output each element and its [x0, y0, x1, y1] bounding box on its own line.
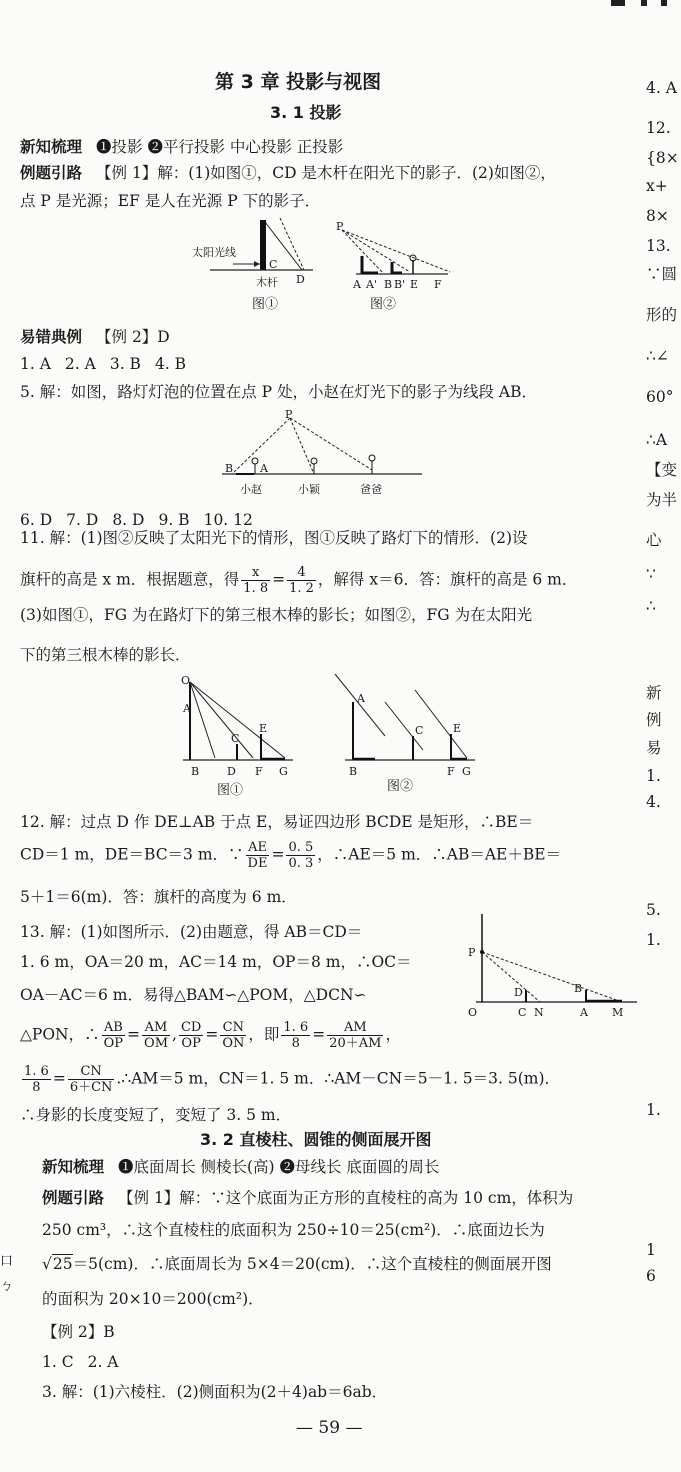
- label-g3: G: [279, 765, 288, 778]
- label-m5: M: [612, 1006, 624, 1019]
- ans-1: 1. A: [20, 355, 51, 373]
- sun-ray-a: [335, 674, 385, 736]
- q12-line-3: 5＋1＝6(m)．答：旗杆的高度为 6 m．: [20, 888, 297, 906]
- right-edge-fragment: 1.: [646, 1101, 661, 1119]
- ray-oc: [190, 682, 253, 758]
- q11-line-3: (3)如图①，FG 为在路灯下的第三根木棒的影长；如图②，FG 为在太阳光: [20, 606, 533, 624]
- ray-pm: [482, 952, 622, 1002]
- ans-6: 6. D: [20, 511, 53, 529]
- s2-q3: 3. 解：(1)六棱柱．(2)侧面积为(2＋4)ab＝6ab．: [42, 1383, 388, 1401]
- ans-9: 9. B: [158, 511, 190, 529]
- label-b3: B: [191, 765, 200, 778]
- q13-line-5: $\frac{1. 6}{8}$ = $\frac{CN}{6+CN}$ .∴AM＝5 m，CN＝1. 5 m．∴AM－CN＝5－1. 5＝3. 5(m)．: [24, 1064, 561, 1095]
- right-edge-fragment: 形的: [646, 306, 678, 324]
- label-sun-rays: 太阳光线: [192, 246, 236, 259]
- q12-frac-2: $\frac{0. 5}{0. 3}$: [288, 840, 314, 871]
- label-c3: C: [231, 732, 240, 745]
- label-o5: O: [468, 1006, 478, 1019]
- q5-text: 5. 解：如图，路灯灯泡的位置在点 P 处，小赵在灯光下的影子为线段 AB．: [20, 383, 538, 401]
- label-e4: E: [453, 722, 462, 735]
- label-xiaozhao: 小赵: [240, 483, 262, 496]
- ycdl-text: 【例 2】D: [96, 328, 170, 346]
- right-edge-fragment: ∴A: [646, 431, 668, 449]
- ans-7: 7. D: [66, 511, 99, 529]
- q11-frac-1: $\frac{x}{1. 8}$: [243, 565, 269, 596]
- right-edge-fragment: x+: [646, 177, 668, 195]
- right-edge-fragment: ∵: [646, 565, 656, 583]
- label-p5: P: [468, 946, 476, 959]
- q13-line-2: 1. 6 m，OA＝20 m，AC＝14 m，OP＝8 m，∴OC＝: [20, 953, 412, 971]
- q12-line-2: CD＝1 m，DE＝BC＝3 m．∵ $\frac{AE}{DE}$ = $\frac{0. 5}{0. 3}$ ，∴AE＝5 m．∴AB＝AE＋BE＝: [20, 840, 562, 871]
- ltyl-line-2: 点 P 是光源；EF 是人在光源 P 下的影子．: [20, 192, 321, 210]
- label-c5: C: [518, 1006, 527, 1019]
- ltyl-line-1: [20, 163, 556, 183]
- label-pt-a: A: [353, 278, 361, 291]
- label-f4: F: [447, 765, 455, 778]
- ray-pn: [482, 952, 540, 1002]
- label-e3: E: [259, 722, 268, 735]
- left-edge-fragment: ㄅ: [0, 1279, 14, 1294]
- label-pt-b2: B': [394, 278, 406, 291]
- xiaozhao-head: [252, 458, 258, 464]
- answers-6-10: [20, 510, 253, 530]
- figure-2: [222, 408, 427, 498]
- label-baba: 爸爸: [360, 483, 382, 496]
- right-edge-fragment: 5.: [646, 901, 661, 919]
- ycdl-line: [20, 327, 170, 347]
- right-edge-fragment: 1: [646, 1241, 656, 1259]
- right-edge-fragment: ∴∠: [646, 347, 669, 365]
- right-edge-fragment: 8×: [646, 207, 669, 225]
- label-a3: A: [183, 702, 191, 715]
- label-pt-a2: A': [366, 278, 377, 291]
- s2-ltyl-line-1: 例题引路 【例 1】解：∵这个底面为正方形的直棱柱的高为 10 cm，体积为: [42, 1189, 574, 1207]
- label-d: D: [296, 273, 305, 286]
- figure-1: [170, 218, 460, 316]
- xzsl-text: ❶投影 ❷平行投影 中心投影 正投影: [96, 138, 344, 156]
- caption-fig3-1: 图①: [217, 783, 244, 798]
- section-title-3-2: 3. 2 直棱柱、圆锥的侧面展开图: [200, 1130, 432, 1149]
- q12-frac-1: $\frac{AE}{DE}$: [247, 840, 268, 871]
- label-pt-f: F: [434, 278, 442, 291]
- page-number: — 59 —: [296, 1418, 363, 1438]
- answers-1-4: [20, 354, 186, 374]
- right-edge-fragment: 1.: [646, 931, 661, 949]
- right-edge-fragment: 60°: [646, 388, 674, 406]
- caption-fig3-2: 图②: [387, 779, 414, 794]
- label-pt-b: B: [384, 278, 393, 291]
- section-title-3-1: 3. 1 投影: [270, 103, 342, 122]
- xzsl-tag: 新知梳理: [20, 138, 83, 156]
- label-d3: D: [227, 765, 236, 778]
- sun-ray-line-2: [280, 218, 304, 270]
- q13-line-6: ∴身影的长度变短了，变短了 3. 5 m．: [20, 1106, 292, 1124]
- label-xiaoying: 小颖: [298, 483, 320, 496]
- q11-line-4: 下的第三根木棒的影长．: [20, 646, 191, 664]
- label-a5: A: [580, 1006, 588, 1019]
- right-edge-fragment: 新: [646, 684, 662, 702]
- q11-frac-2: $\frac{4}{1. 2}$: [289, 565, 314, 596]
- right-edge-fragment: 【变: [646, 461, 678, 479]
- right-edge-fragment: 1.: [646, 767, 661, 785]
- right-edge-fragment: 12.: [646, 119, 671, 137]
- label-c: C: [269, 258, 278, 271]
- s2-ltyl-line-4: 的面积为 20×10＝200(cm²)．: [42, 1290, 264, 1308]
- q13-line-3: OA－AC＝6 m．易得△BAM∽△POM，△DCN∽: [20, 986, 367, 1004]
- label-a4: A: [357, 692, 365, 705]
- chapter-title: 第 3 章 投影与视图: [215, 71, 382, 93]
- right-edge-fragment: 6: [646, 1267, 656, 1285]
- s2-ltyl-line-3: √25＝5(cm)．∴底面周长为 5×4＝20(cm)．∴这个直棱柱的侧面展开图: [42, 1255, 552, 1273]
- ltyl-text-1: 【例 1】解：(1)如图①，CD 是木杆在阳光下的影子．(2)如图②，: [96, 164, 556, 182]
- s2-ltyl-tag: 例题引路: [42, 1189, 105, 1207]
- label-b2: B: [225, 462, 234, 475]
- figure-q13: [462, 912, 642, 1022]
- lamp-point: [480, 950, 484, 954]
- right-edge-fragment: ∵圆: [646, 265, 678, 283]
- label-d5: D: [514, 986, 523, 999]
- sun-arrowhead: [254, 261, 260, 267]
- lamp-ray-mid: [290, 418, 314, 474]
- label-o: O: [181, 674, 191, 687]
- right-edge-fragment: 例: [646, 711, 662, 729]
- label-p2: P: [285, 408, 293, 421]
- label-a2: A: [260, 462, 268, 475]
- lamp-ray-2: [342, 230, 410, 272]
- ans-10: 10. 12: [203, 511, 253, 529]
- xzsl-line: [20, 137, 343, 157]
- ans-2: 2. A: [64, 355, 96, 373]
- label-p1: P: [336, 220, 344, 233]
- s2-xzsl-tag: 新知梳理: [42, 1158, 105, 1176]
- right-edge-fragment: 易: [646, 739, 662, 757]
- q13-line-4: △PON，∴ $\frac{AB}{OP}$ = $\frac{AM}{OM}$ , $\frac{CD}{OP}$ = $\frac{CN}{ON}$ ，即 $\frac{1. 6}{8}$ = $\frac{AM}{20+AM}$ ，: [20, 1020, 401, 1051]
- xiaoying-head: [311, 458, 317, 464]
- right-edge-fragment: 4.: [646, 793, 661, 811]
- q11-line-1: 11. 解：(1)图②反映了太阳光下的情形，图①反映了路灯下的情形．(2)设: [20, 529, 528, 547]
- s2-xzsl-text: ❶底面周长 侧棱长(高) ❷母线长 底面圆的周长: [118, 1158, 440, 1176]
- s2-example-2: 【例 2】B: [42, 1323, 115, 1341]
- lamp-ray-1: [342, 230, 450, 272]
- label-c4: C: [415, 724, 424, 737]
- right-edge-fragment: 心: [646, 531, 662, 549]
- s2-xzsl-line: [42, 1157, 439, 1177]
- top-right-marks: [601, 0, 681, 6]
- ycdl-tag: 易错典例: [20, 328, 83, 346]
- left-edge-fragment: 口: [0, 1254, 14, 1269]
- s2-ltyl-line-2: 250 cm³，∴这个直棱柱的底面积为 250÷10＝25(cm²)．∴底面边长为: [42, 1221, 545, 1239]
- figure-3: [175, 672, 490, 800]
- label-b5: B: [574, 982, 583, 995]
- ltyl-tag: 例题引路: [20, 164, 83, 182]
- q11-line-2: 旗杆的高是 x m．根据题意，得 $\frac{x}{1. 8}$ = $\frac{4}{1. 2}$ ，解得 x＝6．答：旗杆的高是 6 m．: [20, 565, 578, 596]
- label-n5: N: [534, 1006, 544, 1019]
- caption-fig-1: 图①: [252, 297, 279, 312]
- right-edge-fragment: 13.: [646, 237, 671, 255]
- q12-line-1: 12. 解：过点 D 作 DE⊥AB 于点 E，易证四边形 BCDE 是矩形，∴BE＝: [20, 813, 534, 831]
- label-b4: B: [349, 765, 358, 778]
- label-f3: F: [255, 765, 263, 778]
- right-edge-fragment: 为半: [646, 491, 678, 509]
- ans-4: 4. B: [154, 355, 187, 373]
- s2-answers-1-2: 1. C 2. A: [42, 1353, 119, 1371]
- ans-8: 8. D: [112, 511, 145, 529]
- lamp-ray-right: [290, 418, 372, 470]
- right-edge-fragment: {8×: [646, 149, 679, 167]
- right-edge-fragment: ∴: [646, 597, 656, 615]
- label-g4: G: [462, 765, 471, 778]
- baba-head: [369, 455, 375, 461]
- ray-oa: [190, 682, 215, 758]
- label-pt-e: E: [410, 278, 419, 291]
- right-edge-fragment: 4. A: [646, 79, 677, 97]
- ans-3: 3. B: [109, 355, 141, 373]
- q13-line-1: 13. 解：(1)如图所示．(2)由题意，得 AB＝CD＝: [20, 923, 363, 941]
- label-pole: 木杆: [256, 276, 278, 289]
- caption-fig-2: 图②: [370, 297, 397, 312]
